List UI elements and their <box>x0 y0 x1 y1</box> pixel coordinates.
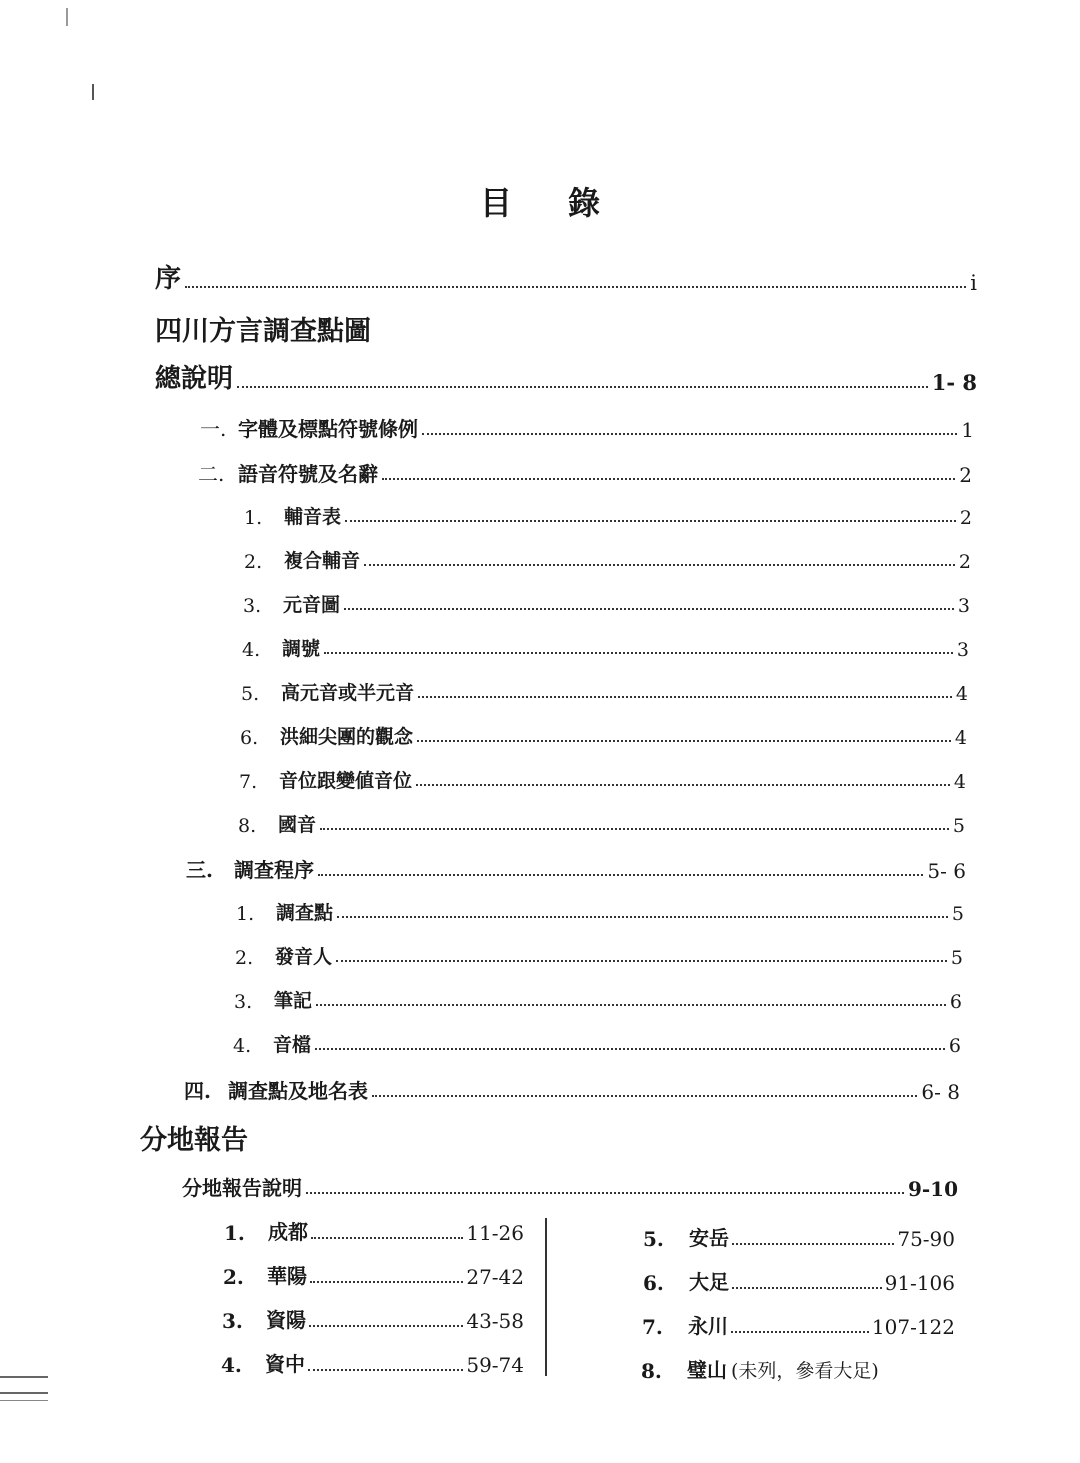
dot-leader <box>336 960 947 962</box>
toc-entry <box>240 722 967 749</box>
report-label: 成都 <box>268 1220 308 1244</box>
toc-entry-label: 調查程序 <box>234 858 314 882</box>
toc-entry-label: 國音 <box>278 814 317 836</box>
toc-entry-page: i <box>970 271 977 295</box>
dot-leader <box>422 433 957 435</box>
report-number: 8. <box>641 1359 662 1383</box>
toc-entry-page: 5 <box>951 903 964 925</box>
toc-entry-label: 發音人 <box>275 946 333 968</box>
dot-leader <box>345 520 956 522</box>
report-label: 資中 <box>265 1352 305 1376</box>
toc-entry <box>239 766 966 793</box>
report-entry <box>221 1348 524 1377</box>
report-note: (未列，參看大足) <box>731 1360 879 1382</box>
toc-entry-label: 高元音或半元音 <box>281 682 415 704</box>
report-entry <box>641 1354 961 1383</box>
toc-entry-page: 2 <box>958 551 971 573</box>
section-heading-map: 四川方言調查點圖 <box>155 316 371 347</box>
dot-leader <box>306 1192 904 1194</box>
report-label: 資陽 <box>266 1308 306 1332</box>
report-entry <box>222 1304 524 1333</box>
dot-leader <box>315 1048 945 1050</box>
report-label: 大足 <box>689 1270 729 1294</box>
toc-entry-number: 8. <box>238 815 257 837</box>
toc-entry-general <box>155 358 977 395</box>
report-number: 3. <box>222 1309 243 1333</box>
report-label: 安岳 <box>689 1226 729 1250</box>
toc-entry-number: 1. <box>236 903 255 925</box>
dot-leader <box>310 1281 463 1283</box>
toc-entry-label: 調查點 <box>276 902 334 924</box>
toc-entry-page: 4 <box>955 683 968 705</box>
section-heading-reports: 分地報告 <box>140 1125 248 1156</box>
dot-leader <box>417 740 951 742</box>
toc-entry-label: 複合輔音 <box>284 550 361 572</box>
toc-entry-number: 4. <box>242 639 261 661</box>
dot-leader <box>364 564 955 566</box>
dot-leader <box>337 916 948 918</box>
toc-entry-preface <box>155 258 977 295</box>
column-divider <box>545 1218 547 1376</box>
dot-leader <box>416 784 950 786</box>
toc-entry-label: 語音符號及名辭 <box>238 462 378 486</box>
scan-artifact <box>0 1392 48 1394</box>
toc-entry-label: 分地報告說明 <box>182 1176 302 1200</box>
dot-leader <box>324 652 953 654</box>
report-label: 璧山 <box>687 1358 727 1382</box>
toc-entry-label: 元音圖 <box>283 594 341 616</box>
toc-entry-label: 洪細尖團的觀念 <box>280 726 414 748</box>
toc-entry-number: 1. <box>244 507 263 529</box>
toc-entry-number: 6. <box>240 727 259 749</box>
report-page: 75-90 <box>897 1227 955 1251</box>
report-page: 43-58 <box>466 1309 524 1333</box>
report-label: 永川 <box>688 1314 728 1338</box>
toc-entry <box>233 1030 961 1057</box>
toc-entry-number: 2. <box>235 947 254 969</box>
dot-leader <box>308 1369 463 1371</box>
toc-entry-page: 6 <box>948 1035 961 1057</box>
report-number: 4. <box>221 1353 242 1377</box>
toc-entry <box>200 413 974 442</box>
toc-entry-page: 1- 8 <box>931 370 977 395</box>
title-char-1: 目 <box>479 184 512 222</box>
dot-leader <box>316 1004 946 1006</box>
toc-entry-page: 6 <box>949 991 962 1013</box>
toc-entry <box>235 942 963 969</box>
report-page: 91-106 <box>884 1271 955 1295</box>
toc-entry <box>243 590 970 617</box>
toc-entry <box>182 1172 958 1201</box>
page-title <box>0 178 1080 224</box>
toc-entry-page: 6- 8 <box>921 1080 960 1104</box>
toc-entry-page: 2 <box>959 463 972 487</box>
toc-entry-label: 音位跟變値音位 <box>279 770 413 792</box>
toc-entry <box>186 854 966 883</box>
toc-entry-label: 輔音表 <box>284 506 342 528</box>
toc-entry-label: 序 <box>155 264 182 294</box>
toc-entry-page: 2 <box>959 507 972 529</box>
toc-entry-page: 4 <box>954 727 967 749</box>
dot-leader <box>382 478 955 480</box>
toc-entry <box>242 634 969 661</box>
report-entry <box>642 1310 955 1339</box>
toc-entry <box>244 546 971 573</box>
toc-entry-number: 二. <box>198 462 225 486</box>
toc-entry-number: 2. <box>244 551 263 573</box>
dot-leader <box>311 1237 463 1239</box>
toc-entry <box>234 986 962 1013</box>
report-page: 11-26 <box>466 1221 524 1245</box>
toc-entry-label: 筆記 <box>274 990 313 1012</box>
report-entry <box>643 1222 955 1251</box>
toc-entry-number: 3. <box>243 595 262 617</box>
toc-entry-page: 3 <box>957 595 970 617</box>
report-entry <box>224 1216 524 1245</box>
dot-leader <box>344 608 954 610</box>
dot-leader <box>309 1325 463 1327</box>
dot-leader <box>372 1095 917 1097</box>
toc-entry-number: 一. <box>200 417 227 441</box>
toc-entry-number: 三. <box>186 858 213 882</box>
scan-artifact <box>0 1376 48 1378</box>
report-entry <box>643 1266 955 1295</box>
report-number: 2. <box>223 1265 244 1289</box>
toc-entry-page: 1 <box>961 418 974 442</box>
toc-entry <box>244 502 972 529</box>
toc-entry-number: 3. <box>234 991 253 1013</box>
toc-entry-label: 總說明 <box>155 364 234 394</box>
report-number: 7. <box>642 1315 663 1339</box>
scan-artifact <box>92 84 94 100</box>
dot-leader <box>732 1243 894 1245</box>
toc-entry-page: 3 <box>956 639 969 661</box>
toc-entry-page: 5 <box>952 815 965 837</box>
report-number: 6. <box>643 1271 664 1295</box>
dot-leader <box>237 386 928 388</box>
toc-entry <box>198 458 972 487</box>
toc-entry-label: 調號 <box>282 638 321 660</box>
report-number: 1. <box>224 1221 245 1245</box>
dot-leader <box>418 696 952 698</box>
dot-leader <box>318 874 923 876</box>
toc-entry <box>236 898 964 925</box>
toc-entry-page: 5 <box>950 947 963 969</box>
report-page: 27-42 <box>466 1265 524 1289</box>
toc-entry-page: 9-10 <box>907 1177 958 1201</box>
dot-leader <box>185 286 966 288</box>
report-entry <box>223 1260 524 1289</box>
report-number: 5. <box>643 1227 664 1251</box>
toc-entry-page: 4 <box>953 771 966 793</box>
report-page: 59-74 <box>466 1353 524 1377</box>
toc-entry-number: 7. <box>239 771 258 793</box>
title-char-2: 錄 <box>568 184 601 222</box>
toc-entry-label: 字體及標點符號條例 <box>238 417 418 441</box>
toc-entry-label: 音檔 <box>273 1034 312 1056</box>
dot-leader <box>320 828 949 830</box>
toc-entry <box>241 678 968 705</box>
toc-entry-label: 調查點及地名表 <box>228 1079 368 1103</box>
toc-entry <box>184 1075 960 1104</box>
toc-entry <box>238 810 965 837</box>
toc-entry-number: 4. <box>233 1035 252 1057</box>
toc-entry-number: 5. <box>241 683 260 705</box>
scan-artifact <box>0 1400 48 1401</box>
dot-leader <box>732 1287 882 1289</box>
scan-artifact <box>66 8 68 26</box>
dot-leader <box>731 1331 869 1333</box>
toc-entry-number: 四. <box>184 1079 211 1103</box>
toc-entry-page: 5- 6 <box>927 859 966 883</box>
report-page: 107-122 <box>871 1315 955 1339</box>
report-label: 華陽 <box>267 1264 307 1288</box>
